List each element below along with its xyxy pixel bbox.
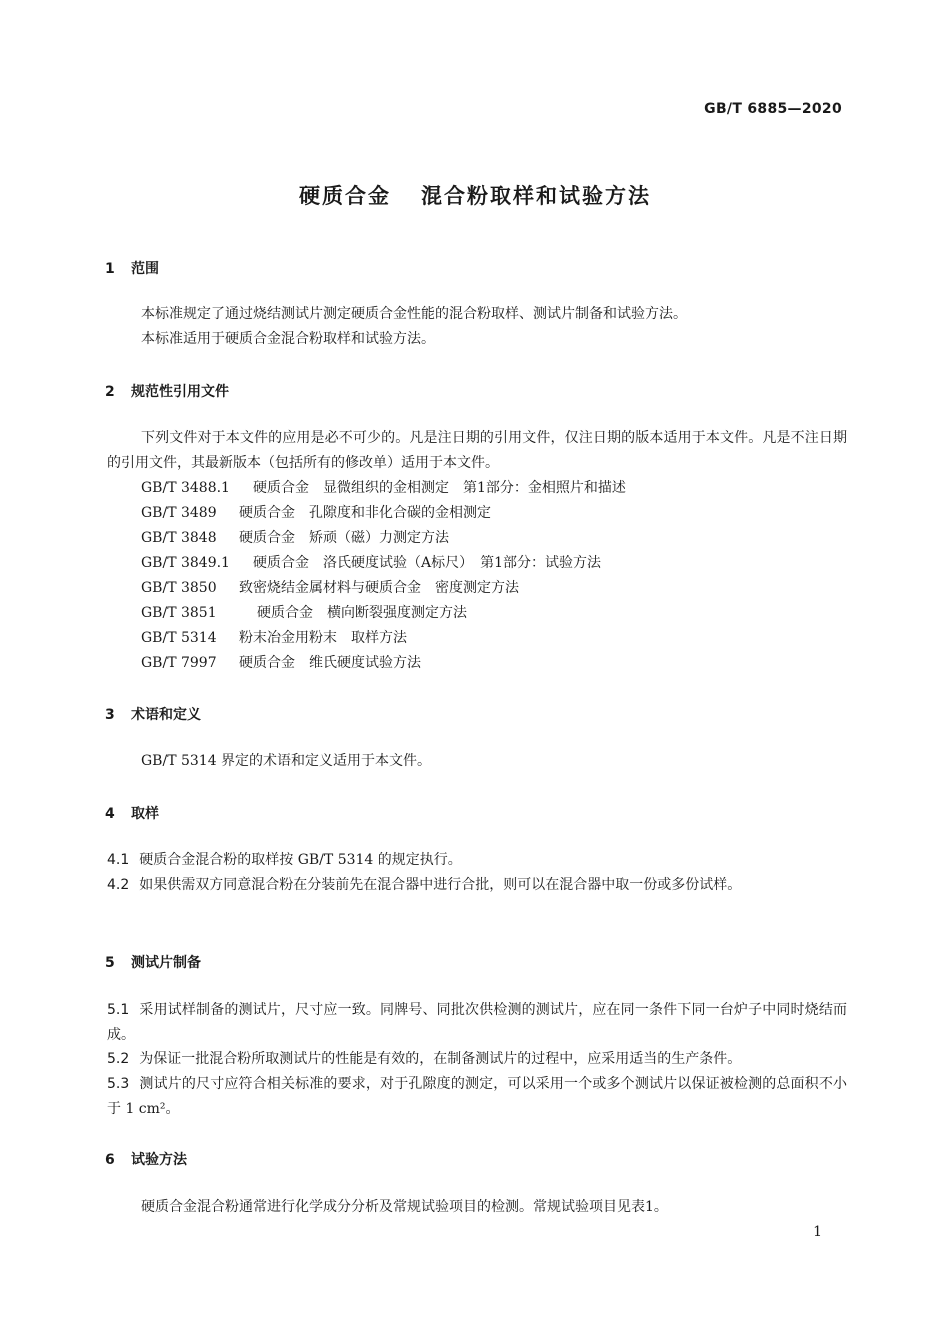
normative-intro: 下列文件对于本文件的应用是必不可少的。凡是注日期的引用文件，仅注日期的版本适用于本文件。凡是不注日期的引用文件，其最新版本（包括所有的修改单）适用于本文件。 — [107, 430, 847, 471]
section-title: 取样 — [131, 806, 159, 822]
reference-entry — [141, 651, 421, 676]
title-part-1: 硬质合金 — [299, 184, 391, 208]
reference-code: GB/T 3848 — [141, 530, 217, 546]
reference-code: GB/T 3850 — [141, 580, 217, 596]
clause-4-1 — [107, 848, 462, 873]
reference-code: GB/T 7997 — [141, 655, 217, 671]
clause-5-1 — [107, 998, 847, 1048]
section-number: 2 — [105, 384, 115, 400]
section-title: 范围 — [131, 261, 159, 277]
section-heading-4 — [105, 803, 159, 823]
reference-title: 硬质合金 显微组织的金相测定 第1部分：金相照片和描述 — [253, 480, 626, 496]
section-title: 规范性引用文件 — [131, 384, 229, 400]
clause-text: 为保证一批混合粉所取测试片的性能是有效的，在制备测试片的过程中，应采用适当的生产条件。 — [139, 1051, 742, 1067]
standard-code: GB/T 6885—2020 — [704, 101, 842, 117]
clause-number: 4.1 — [107, 852, 130, 868]
reference-entry — [141, 526, 449, 551]
section-title: 试验方法 — [131, 1152, 187, 1168]
section-number: 5 — [105, 955, 115, 971]
reference-title: 致密烧结金属材料与硬质合金 密度测定方法 — [239, 580, 519, 596]
scope-paragraph-2: 本标准适用于硬质合金混合粉取样和试验方法。 — [141, 331, 435, 347]
page-number: 1 — [813, 1224, 822, 1240]
reference-entry — [141, 601, 467, 626]
section-heading-2 — [105, 381, 229, 401]
clause-4-2 — [107, 873, 847, 898]
clause-text: 如果供需双方同意混合粉在分装前先在混合器中进行合批，则可以在混合器中取一份或多份试样。 — [139, 877, 742, 893]
section-number: 3 — [105, 707, 115, 723]
clause-5-2 — [107, 1047, 741, 1072]
section-heading-6 — [105, 1149, 187, 1169]
section-heading-3 — [105, 704, 201, 724]
reference-code: GB/T 3489 — [141, 505, 217, 521]
section-number: 1 — [105, 261, 115, 277]
section-title: 测试片制备 — [131, 955, 201, 971]
clause-text: 测试片的尺寸应符合相关标准的要求，对于孔隙度的测定，可以采用一个或多个测试片以保证被检测的总面积不小于 1 cm²。 — [107, 1076, 847, 1117]
section-title: 术语和定义 — [131, 707, 201, 723]
reference-title: 硬质合金 横向断裂强度测定方法 — [257, 605, 467, 621]
clause-number: 4.2 — [107, 877, 130, 893]
reference-code: GB/T 3488.1 — [141, 480, 230, 496]
reference-entry — [141, 626, 407, 651]
section-number: 6 — [105, 1152, 115, 1168]
section-number: 4 — [105, 806, 115, 822]
clause-text: 采用试样制备的测试片，尺寸应一致。同牌号、同批次供检测的测试片，应在同一条件下同一台炉子中同时烧结而成。 — [107, 1002, 847, 1043]
terms-paragraph: GB/T 5314 界定的术语和定义适用于本文件。 — [141, 753, 432, 769]
section-heading-5 — [105, 952, 201, 972]
reference-entry — [141, 476, 626, 501]
reference-title: 粉末冶金用粉末 取样方法 — [239, 630, 407, 646]
reference-title: 硬质合金 维氏硬度试验方法 — [239, 655, 421, 671]
reference-code: GB/T 3849.1 — [141, 555, 230, 571]
reference-entry — [141, 576, 519, 601]
clause-5-3 — [107, 1072, 847, 1122]
clause-number: 5.2 — [107, 1051, 130, 1067]
reference-code: GB/T 5314 — [141, 630, 217, 646]
reference-entry — [141, 501, 491, 526]
clause-number: 5.3 — [107, 1076, 130, 1092]
reference-title: 硬质合金 矫顽（磁）力测定方法 — [239, 530, 449, 546]
clause-text: 硬质合金混合粉的取样按 GB/T 5314 的规定执行。 — [139, 852, 462, 868]
document-title — [0, 180, 950, 210]
title-part-2: 混合粉取样和试验方法 — [421, 184, 651, 208]
scope-paragraph-1: 本标准规定了通过烧结测试片测定硬质合金性能的混合粉取样、测试片制备和试验方法。 — [141, 306, 687, 322]
methods-paragraph: 硬质合金混合粉通常进行化学成分分析及常规试验项目的检测。常规试验项目见表1。 — [141, 1199, 668, 1215]
clause-number: 5.1 — [107, 1002, 130, 1018]
section-heading-1 — [105, 258, 159, 278]
reference-title: 硬质合金 洛氏硬度试验（A标尺） 第1部分：试验方法 — [253, 555, 602, 571]
reference-code: GB/T 3851 — [141, 605, 217, 621]
reference-title: 硬质合金 孔隙度和非化合碳的金相测定 — [239, 505, 491, 521]
reference-entry — [141, 551, 601, 576]
